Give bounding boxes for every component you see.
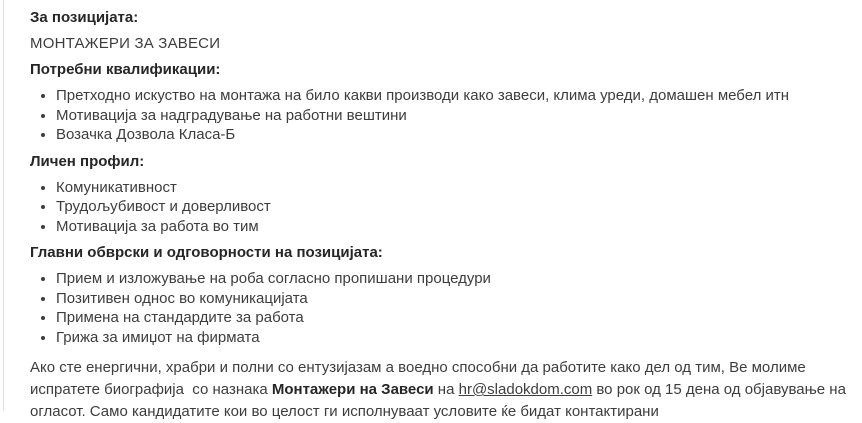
personal-profile-list [30,178,846,237]
personal-profile-heading: Личен профил: [30,152,145,170]
position-title: МОНТАЖЕРИ ЗА ЗАВЕСИ [30,35,221,52]
list-item: • Примена на стандардите за работа [56,308,846,328]
list-item: • Мотивација за работа во тим [56,217,846,237]
list-item: • Грижа за имиџот на фирмата [56,328,846,348]
email-link[interactable]: hr@sladokdom.com [458,381,593,398]
about-position-heading: За позицијата: [30,9,139,26]
page-left-edge-line [3,0,4,411]
duties-heading: Главни обврски и одговорности на позицијата: [30,244,383,261]
qualifications-heading: Потребни квалификации: [30,61,221,78]
list-item: • Комуникативност [56,178,846,198]
list-item: • Позитивен однос во комуникацијата [56,289,846,309]
closing-text-2: на [433,381,459,398]
closing-paragraph [30,357,851,423]
list-item: • Возачка Дозвола Класа-Б [56,125,846,145]
list-item: • Прием и изложување на роба согласно пропишани процедури [56,269,846,289]
closing-text-1: Ако сте енергични, храбри и полни со ентузијазам а воедно способни да работите како дел од тим, Ве молиме испратете биографија со назнака [30,359,810,398]
qualifications-list [30,86,846,145]
closing-text-3: во рок од 15 дена од објавување на огласот. Само кандидатите кои во целост ги исполнуваат условите ќе бидат контактирани [30,381,851,420]
duties-list [30,269,846,347]
position-name-bold: Монтажери на Завеси [271,381,434,398]
list-item: • Мотивација за надградување на работни вештини [56,106,846,126]
list-item: • Трудољубивост и доверливост [56,197,846,217]
list-item: • Претходно искуство на монтажа на било какви производи како завеси, клима уреди, домашен мебел итн [56,86,846,106]
